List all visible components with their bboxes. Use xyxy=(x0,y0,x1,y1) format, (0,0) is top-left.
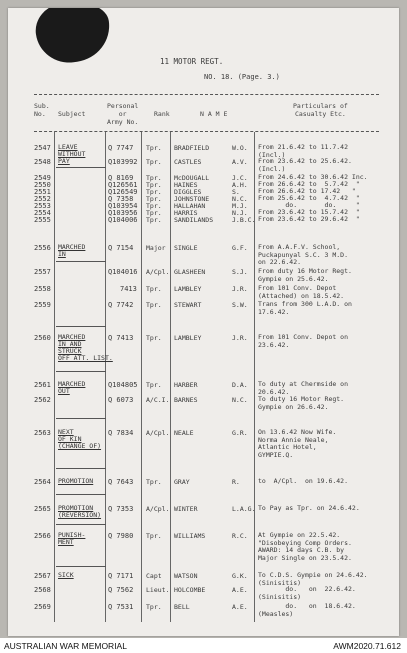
entry-rank: A/Cpl. xyxy=(146,505,170,513)
footer-credit: AUSTRALIAN WAR MEMORIAL xyxy=(4,641,127,651)
entry-particulars: From 26.6.42 to 5.7.42 " xyxy=(258,180,360,188)
entry-rank: Tpr. xyxy=(146,209,162,217)
column-divider xyxy=(141,132,142,622)
entry-initials: R.C. xyxy=(232,532,248,540)
entry-initials: J.C. xyxy=(232,174,248,182)
entry-subject: PUNISH- MENT xyxy=(58,531,86,546)
entry-sub-no: 2563 xyxy=(34,429,51,437)
entry-initials: J.R. xyxy=(232,334,248,342)
entry-subject: SICK xyxy=(58,571,74,579)
entry-army-no: Q 7980 xyxy=(108,532,134,540)
entry-rank: Capt xyxy=(146,572,162,580)
entry-surname: GRAY xyxy=(174,478,190,486)
entry-particulars: To duty 16 Motor Regt. Gympie on 26.6.42. xyxy=(258,395,345,411)
col-header-name: N A M E xyxy=(200,110,228,118)
subject-rule xyxy=(56,418,106,419)
entry-rank: Tpr. xyxy=(146,603,162,611)
entry-surname: HAINES xyxy=(174,181,198,189)
subject-rule xyxy=(56,494,106,495)
entry-particulars: do. do. " xyxy=(258,201,360,209)
entry-particulars: do. on 18.6.42. (Measles) xyxy=(258,602,356,618)
entry-surname: SINGLE xyxy=(174,244,198,252)
entry-army-no: Q126561 xyxy=(108,181,138,189)
col-header-sub-no: Sub. No. xyxy=(34,102,50,118)
entry-initials: G.R. xyxy=(232,429,248,437)
entry-rank: A/C.I. xyxy=(146,396,170,404)
entry-particulars: From 24.6.42 to 30.6.42 Inc. xyxy=(258,173,368,181)
entry-army-no: Q104006 xyxy=(108,216,138,224)
entry-particulars: From 25.6.42 to 4.7.42 " xyxy=(258,194,360,202)
subject-rule xyxy=(56,261,106,262)
entry-army-no: Q 6073 xyxy=(108,396,134,404)
entry-initials: N.J. xyxy=(232,209,248,217)
entry-surname: WILLIAMS xyxy=(174,532,206,540)
entry-initials: A.V. xyxy=(232,158,248,166)
entry-rank: Major xyxy=(146,244,166,252)
entry-army-no: Q 8169 xyxy=(108,174,134,182)
entry-army-no: Q104805 xyxy=(108,381,138,389)
entry-rank: Tpr. xyxy=(146,216,162,224)
entry-army-no: Q104016 xyxy=(108,268,138,276)
entry-surname: STEWART xyxy=(174,301,202,309)
entry-sub-no: 2561 xyxy=(34,381,51,389)
entry-initials: A.E. xyxy=(232,586,248,594)
entry-army-no: Q 7171 xyxy=(108,572,134,580)
entry-particulars: From duty 16 Motor Regt. Gympie on 25.6.42. xyxy=(258,267,352,283)
entry-initials: G.K. xyxy=(232,572,248,580)
entry-particulars: From 101 Conv. Depot on 23.6.42. xyxy=(258,333,349,349)
entry-particulars: At Gympie on 22.5.42. "Disobeying Comp Orders. AWARD: 14 days C.B. by Major Single on 23.5.42. xyxy=(258,531,352,562)
entry-particulars: Trans from 300 L.A.D. on 17.6.42. xyxy=(258,300,352,316)
entry-initials: W.O. xyxy=(232,144,248,152)
entry-rank: Tpr. xyxy=(146,301,162,309)
page-title: 11 MOTOR REGT. xyxy=(160,57,224,66)
page-number-line: NO. 18. (Page. 3.) xyxy=(204,73,280,81)
entry-rank: Tpr. xyxy=(146,188,162,196)
entry-sub-no: 2567 xyxy=(34,572,51,580)
entry-sub-no: 2559 xyxy=(34,301,51,309)
column-divider xyxy=(54,132,55,622)
entry-subject: PROMOTION (REVERSION) xyxy=(58,504,102,519)
entry-army-no: Q 7834 xyxy=(108,429,134,437)
entry-surname: SANDILANDS xyxy=(174,216,214,224)
entry-surname: WATSON xyxy=(174,572,198,580)
entry-particulars: From 23.6.42 to 15.7.42 " xyxy=(258,208,360,216)
column-divider xyxy=(105,132,106,622)
entry-surname: BELL xyxy=(174,603,190,611)
entry-surname: BARNES xyxy=(174,396,198,404)
entry-particulars: From 23.6.42 to 25.6.42. (Incl.) xyxy=(258,157,352,173)
entry-sub-no: 2554 xyxy=(34,209,51,217)
entry-surname: LAMBLEY xyxy=(174,334,202,342)
entry-particulars: From A.A.F.V. School, Puckapunyal S.C. 3 M.D. on 22.6.42. xyxy=(258,243,349,266)
entry-particulars: From 21.6.42 to 11.7.42 (Incl.) xyxy=(258,143,349,159)
document-page xyxy=(8,8,399,636)
entry-sub-no: 2564 xyxy=(34,478,51,486)
entry-subject: NEXT OF KIN (CHANGE OF) xyxy=(58,428,102,450)
entry-subject: MARCHED IN AND STRUCK OFF ATT. LIST. xyxy=(58,333,113,362)
entry-initials: R. xyxy=(232,478,240,486)
entry-surname: JOHNSTONE xyxy=(174,195,210,203)
footer-accession: AWM2020.71.612 xyxy=(333,641,401,651)
entry-surname: DIGGLES xyxy=(174,188,202,196)
entry-rank: Tpr. xyxy=(146,174,162,182)
entry-rank: Tpr. xyxy=(146,144,162,152)
entry-initials: M.J. xyxy=(232,202,248,210)
entry-rank: A/Cpl. xyxy=(146,268,170,276)
entry-rank: Tpr. xyxy=(146,285,162,293)
subject-rule xyxy=(56,566,106,567)
entry-rank: Tpr. xyxy=(146,202,162,210)
entry-sub-no: 2566 xyxy=(34,532,51,540)
entry-rank: Lieut. xyxy=(146,586,170,594)
entry-surname: WINTER xyxy=(174,505,198,513)
column-divider xyxy=(170,132,171,622)
entry-sub-no: 2568 xyxy=(34,586,51,594)
entry-sub-no: 2555 xyxy=(34,216,51,224)
entry-particulars: do. on 22.6.42. (Sinisitis) xyxy=(258,585,356,601)
entry-sub-no: 2562 xyxy=(34,396,51,404)
entry-subject: LEAVE WITHOUT PAY xyxy=(58,143,86,165)
subject-rule xyxy=(56,326,106,327)
entry-surname: HALLAHAN xyxy=(174,202,206,210)
entry-surname: HOLCOMBE xyxy=(174,586,206,594)
subject-rule xyxy=(56,468,106,469)
entry-particulars: to A/Cpl. on 19.6.42. xyxy=(258,477,349,485)
torn-corner xyxy=(32,8,114,67)
entry-sub-no: 2560 xyxy=(34,334,51,342)
header-rule-bottom xyxy=(34,131,379,132)
entry-army-no: Q103992 xyxy=(108,158,138,166)
entry-surname: HARBER xyxy=(174,381,198,389)
entry-sub-no: 2552 xyxy=(34,195,51,203)
entry-sub-no: 2553 xyxy=(34,202,51,210)
col-header-army-no: Personal or Army No. xyxy=(107,102,139,126)
entry-army-no: Q126549 xyxy=(108,188,138,196)
entry-army-no: Q 7747 xyxy=(108,144,134,152)
entry-sub-no: 2551 xyxy=(34,188,51,196)
entry-sub-no: 2547 xyxy=(34,144,51,152)
entry-initials: A.H. xyxy=(232,181,248,189)
entry-army-no: Q 7358 xyxy=(108,195,134,203)
entry-army-no: Q 7531 xyxy=(108,603,134,611)
entry-rank: Tpr. xyxy=(146,195,162,203)
entry-particulars: From 101 Conv. Depot (Attached) on 18.5.42. xyxy=(258,284,345,300)
subject-rule xyxy=(56,524,106,525)
entry-initials: D.A. xyxy=(232,381,248,389)
entry-initials: A.E. xyxy=(232,603,248,611)
entry-army-no: Q 7742 xyxy=(108,301,134,309)
entry-rank: A/Cpl. xyxy=(146,429,170,437)
entry-sub-no: 2565 xyxy=(34,505,51,513)
footer-bar xyxy=(0,638,407,653)
entry-sub-no: 2548 xyxy=(34,158,51,166)
entry-particulars: To Pay as Tpr. on 24.6.42. xyxy=(258,504,360,512)
entry-sub-no: 2550 xyxy=(34,181,51,189)
entry-initials: J.B.C. xyxy=(232,216,256,224)
entry-subject: MARCHED OUT xyxy=(58,380,86,395)
entry-surname: NEALE xyxy=(174,429,194,437)
entry-initials: N.C. xyxy=(232,396,248,404)
entry-army-no: 7413 xyxy=(120,285,137,293)
entry-initials: S. xyxy=(232,188,240,196)
entry-initials: S.W. xyxy=(232,301,248,309)
entry-initials: J.R. xyxy=(232,285,248,293)
col-header-subject: Subject xyxy=(58,110,86,118)
entry-sub-no: 2557 xyxy=(34,268,51,276)
entry-surname: BRADFIELD xyxy=(174,144,210,152)
entry-surname: HARRIS xyxy=(174,209,198,217)
entry-army-no: Q103956 xyxy=(108,209,138,217)
entry-army-no: Q 7562 xyxy=(108,586,134,594)
entry-particulars: From 23.6.42 to 29.6.42 " xyxy=(258,215,360,223)
col-header-particulars: Particulars of Casualty Etc. xyxy=(293,102,348,118)
entry-surname: CASTLES xyxy=(174,158,202,166)
entry-surname: GLASHEEN xyxy=(174,268,206,276)
column-divider xyxy=(254,132,255,622)
entry-rank: Tpr. xyxy=(146,158,162,166)
entry-army-no: Q 7413 xyxy=(108,334,134,342)
entry-subject: PROMOTION xyxy=(58,477,94,485)
entry-initials: S.J. xyxy=(232,268,248,276)
entry-initials: G.F. xyxy=(232,244,248,252)
entry-army-no: Q 7154 xyxy=(108,244,134,252)
entry-particulars: To duty at Chermside on 20.6.42. xyxy=(258,380,349,396)
entry-sub-no: 2558 xyxy=(34,285,51,293)
entry-sub-no: 2549 xyxy=(34,174,51,182)
entry-rank: Tpr. xyxy=(146,532,162,540)
entry-subject: MARCHED IN xyxy=(58,243,86,258)
entry-army-no: Q 7643 xyxy=(108,478,134,486)
entry-surname: LAMBLEY xyxy=(174,285,202,293)
entry-particulars: To C.D.S. Gympie on 24.6.42. (Sinisitis) xyxy=(258,571,368,587)
entry-sub-no: 2556 xyxy=(34,244,51,252)
subject-rule xyxy=(56,167,106,168)
entry-army-no: Q 7353 xyxy=(108,505,134,513)
entry-rank: Tpr. xyxy=(146,334,162,342)
entry-sub-no: 2569 xyxy=(34,603,51,611)
entry-particulars: From 26.6.42 to 17.42 " xyxy=(258,187,356,195)
entry-rank: Tpr. xyxy=(146,478,162,486)
entry-army-no: Q103954 xyxy=(108,202,138,210)
header-rule-top xyxy=(34,94,379,95)
entry-initials: N.C. xyxy=(232,195,248,203)
subject-rule xyxy=(56,371,106,372)
entry-particulars: On 13.6.42 Now Wife. Norma Annie Neale, Atlantic Hotel, GYMPIE.Q. xyxy=(258,428,337,459)
col-header-rank: Rank xyxy=(154,110,170,118)
entry-rank: Tpr. xyxy=(146,181,162,189)
entry-surname: McDOUGALL xyxy=(174,174,210,182)
entry-initials: L.A.G. xyxy=(232,505,256,513)
entry-rank: Tpr. xyxy=(146,381,162,389)
